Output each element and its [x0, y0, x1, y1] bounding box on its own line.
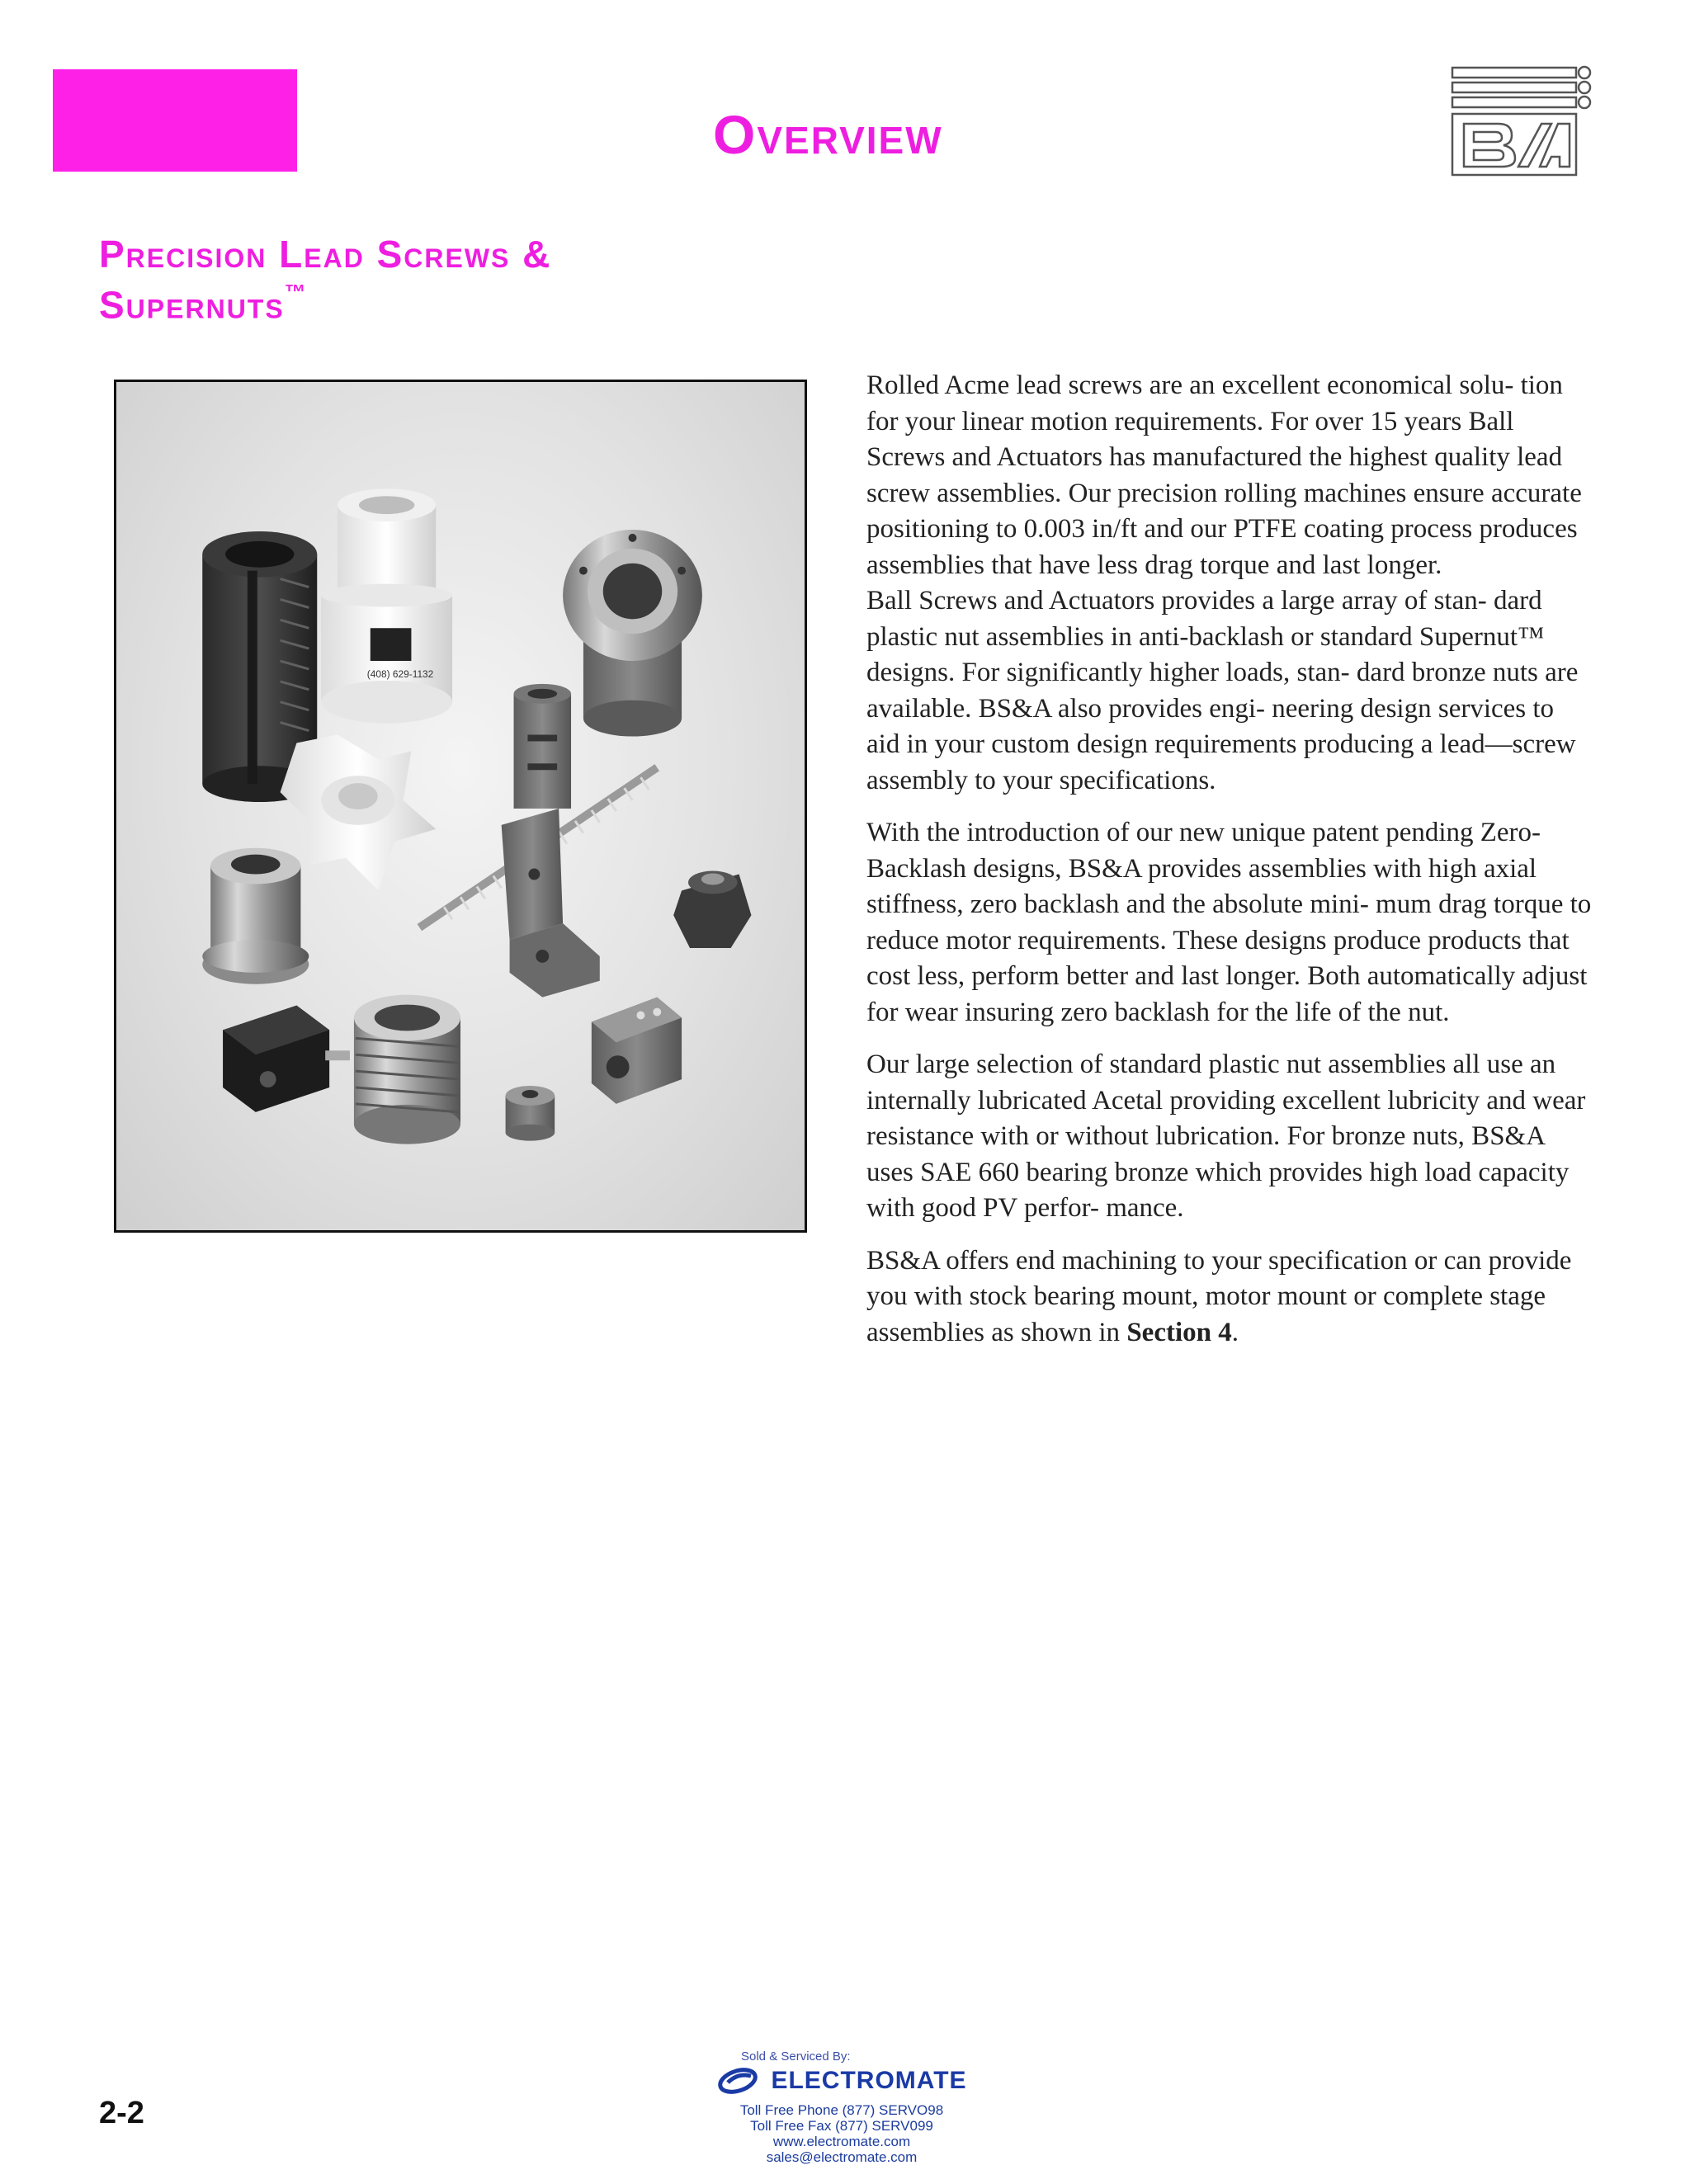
small-gray-round-nut	[506, 1086, 555, 1141]
website-link[interactable]: www.electromate.com	[772, 2134, 911, 2149]
toll-free-phone: Toll Free Phone (877) SERVO98	[739, 2102, 944, 2118]
sold-by-label: Sold & Serviced By:	[741, 2050, 851, 2064]
section-heading-line-1: Precision Lead Screws &	[99, 233, 552, 276]
page-number: 2-2	[99, 2096, 144, 2130]
trademark-symbol: ™	[284, 280, 306, 304]
electromate-logo	[677, 2064, 1007, 2097]
product-photo	[114, 380, 807, 1233]
gray-slotted-nut	[514, 684, 572, 809]
electromate-swoosh-icon	[716, 2066, 762, 2096]
paragraph-2: Ball Screws and Actuators provides a large array of stan- dard plastic nut assemblies in anti-backlash or standard Supernut™ designs. For significantly higher loads, stan- dard bronze nuts are available. BS&A also provides engi- neering design services to aid in your custom design requirements producing a lead—screw assembly to your specifications.	[866, 586, 1579, 795]
page-title: Overview	[713, 104, 943, 165]
paragraph-5-end: .	[1231, 1317, 1239, 1347]
email-link[interactable]: sales@electromate.com	[766, 2149, 918, 2165]
gray-block-nut	[592, 998, 682, 1104]
paragraph-5	[866, 1243, 1593, 1351]
nut-label-text: (408) 629-1132	[366, 667, 434, 680]
paragraph-5-text: BS&A offers end machining to your specification or can provide you with stock bearing mount, motor mount or complete stage assemblies as shown in	[866, 1245, 1572, 1347]
small-dark-flange-nut	[673, 871, 751, 948]
section-heading-line-2-text: Supernuts	[99, 283, 285, 327]
section-heading-line-2	[99, 276, 551, 326]
body-text	[866, 368, 1593, 1367]
section-4-reference: Section 4	[1126, 1317, 1232, 1347]
header-color-block	[53, 69, 297, 172]
white-supernut	[321, 488, 452, 723]
electromate-brand: ELECTROMATE	[771, 2067, 967, 2094]
metal-anti-backlash-nut	[202, 848, 309, 984]
metal-ball-nut	[563, 530, 702, 737]
threaded-insert	[354, 995, 460, 1144]
bsa-logo	[1449, 64, 1594, 180]
section-heading	[99, 233, 551, 326]
paragraph-1: Rolled Acme lead screws are an excellent economical solu- tion for your linear motion requirements. For over 15 years Ball Screws and Actuators has manufactured the highest quality lead screw assemblies. Our precision rolling machines ensure accurate positioning to 0.003 in/ft and our PTFE coating process produces assemblies that have less drag torque and last longer.	[866, 370, 1582, 580]
distributor-footer	[677, 2050, 1007, 2165]
paragraph-3: With the introduction of our new unique patent pending Zero-Backlash designs, BS&A provides assemblies with high axial stiffness, zero backlash and the absolute mini- mum drag torque to reduce motor requirements. These designs produce products that cost less, perform better and last longer. Both automatically adjust for wear insuring zero backlash for the life of the nut.	[866, 818, 1592, 1027]
white-star-nut	[281, 735, 437, 891]
toll-free-fax: Toll Free Fax (877) SERV099	[750, 2118, 933, 2134]
paragraph-4: Our large selection of standard plastic nut assemblies all use an internally lubricated Acetal providing excellent lubricity and wear resistance with or without lubrication. For bronze nuts, BS&A uses SAE 660 bearing bronze which provides high load capacity with good PV perfor- mance.	[866, 1050, 1586, 1223]
black-block-nut	[223, 1006, 350, 1112]
